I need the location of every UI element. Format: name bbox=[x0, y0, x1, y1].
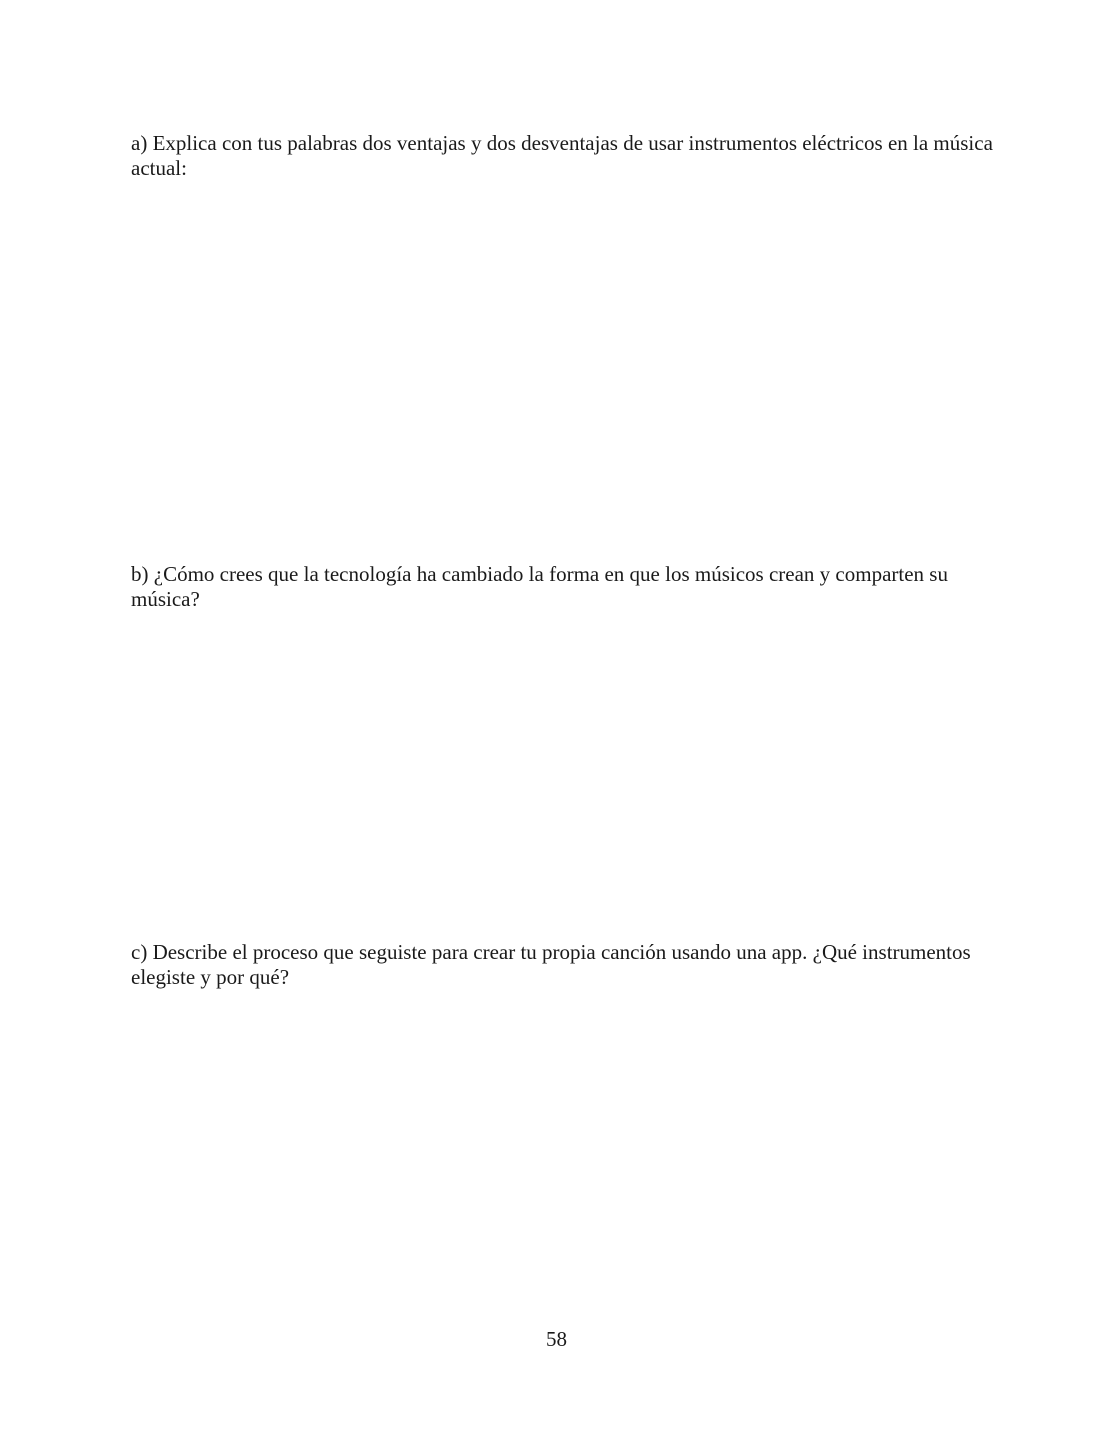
question-a: a) Explica con tus palabras dos ventajas y dos desventajas de usar instrumentos eléctricos en la música actual: bbox=[131, 131, 993, 180]
answer-space-c bbox=[131, 994, 1001, 1294]
question-c: c) Describe el proceso que seguiste para crear tu propia canción usando una app. ¿Qué instrumentos elegiste y por qué? bbox=[131, 940, 971, 989]
answer-space-b bbox=[131, 616, 1001, 916]
page-number: 58 bbox=[546, 1327, 567, 1351]
answer-space-a bbox=[131, 185, 1001, 545]
question-b: b) ¿Cómo crees que la tecnología ha cambiado la forma en que los músicos crean y comparten su música? bbox=[131, 562, 948, 611]
